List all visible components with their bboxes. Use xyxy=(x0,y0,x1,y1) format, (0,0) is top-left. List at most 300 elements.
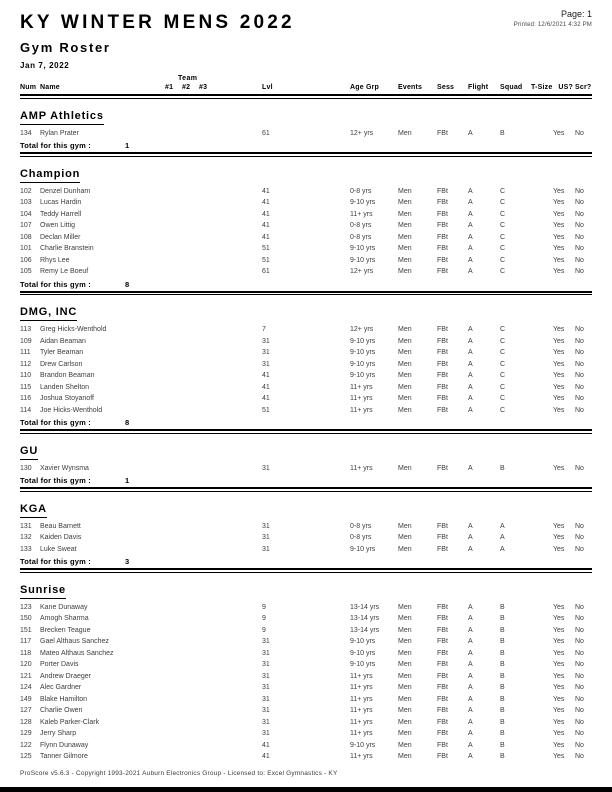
athlete-events: Men xyxy=(398,753,412,760)
athlete-squad: C xyxy=(500,337,506,345)
athlete-age-group: 11+ yrs xyxy=(350,464,373,472)
athlete-t-size xyxy=(531,370,553,382)
athlete-spacer xyxy=(216,382,262,394)
athlete-age-group: 9-10 yrs xyxy=(350,256,376,264)
athlete-spacer xyxy=(216,532,262,544)
athlete-session: FBt xyxy=(437,741,448,749)
athlete-t-size xyxy=(531,128,553,140)
athlete-spacer xyxy=(216,186,262,198)
athlete-team3 xyxy=(199,370,216,382)
athlete-age-group: 9-10 yrs xyxy=(350,545,376,553)
athlete-scratch-flag: No xyxy=(575,545,584,553)
athlete-spacer xyxy=(216,232,262,244)
athlete-us-flag: Yes xyxy=(553,718,565,726)
athlete-team2 xyxy=(182,682,199,694)
athlete-us-flag: Yes xyxy=(553,730,565,737)
athlete-num: 109 xyxy=(20,337,32,345)
athlete-spacer xyxy=(216,544,262,556)
gym-section xyxy=(20,582,592,763)
athlete-team2 xyxy=(182,232,199,244)
gym-total xyxy=(20,418,592,428)
athlete-flight: A xyxy=(468,395,473,402)
athlete-events: Men xyxy=(398,326,412,333)
athlete-squad: B xyxy=(500,649,505,657)
printed-timestamp: Printed: 12/6/2021 4:32 PM xyxy=(513,22,592,28)
gym-name: AMP Athletics xyxy=(20,109,104,125)
athlete-scratch-flag: No xyxy=(575,245,584,252)
athlete-row xyxy=(20,209,592,221)
athlete-name: Brecken Teague xyxy=(40,626,91,634)
athlete-age-group: 13-14 yrs xyxy=(350,626,380,634)
athlete-session: FBt xyxy=(437,395,448,402)
athlete-flight: A xyxy=(468,210,473,218)
athlete-age-group: 11+ yrs xyxy=(350,406,373,414)
athlete-flight: A xyxy=(468,695,473,703)
athlete-scratch-flag: No xyxy=(575,707,584,714)
athlete-scratch-flag: No xyxy=(575,638,584,645)
athlete-scratch-flag: No xyxy=(575,337,584,345)
athlete-name: Brandon Beaman xyxy=(40,372,95,379)
athlete-t-size xyxy=(531,266,553,278)
athlete-events: Men xyxy=(398,626,412,634)
athlete-team2 xyxy=(182,209,199,221)
page-number: Page: 1 xyxy=(560,9,592,19)
athlete-level: 31 xyxy=(262,730,270,737)
athlete-events: Men xyxy=(398,464,412,472)
gym-section xyxy=(20,166,592,296)
athlete-t-size xyxy=(531,232,553,244)
athlete-squad: B xyxy=(500,129,505,137)
athlete-name: Amogh Sharma xyxy=(40,615,89,622)
col-header-name: Name xyxy=(40,84,60,91)
athlete-spacer xyxy=(216,659,262,671)
athlete-row xyxy=(20,255,592,267)
athlete-level: 31 xyxy=(262,695,270,703)
athlete-squad: C xyxy=(500,187,506,195)
athlete-squad: C xyxy=(500,210,506,218)
athlete-team1 xyxy=(165,220,182,232)
athlete-team2 xyxy=(182,359,199,371)
gym-total-label: Total for this gym : xyxy=(20,418,91,427)
athlete-squad: C xyxy=(500,233,506,241)
athlete-num: 102 xyxy=(20,187,32,195)
athlete-scratch-flag: No xyxy=(575,360,584,368)
athlete-level: 51 xyxy=(262,245,270,252)
athlete-level: 31 xyxy=(262,707,270,714)
athlete-session: FBt xyxy=(437,545,448,553)
athlete-flight: A xyxy=(468,672,473,680)
athlete-team1 xyxy=(165,694,182,706)
athlete-events: Men xyxy=(398,603,412,611)
athlete-row xyxy=(20,521,592,533)
athlete-team3 xyxy=(199,671,216,683)
athlete-events: Men xyxy=(398,383,412,391)
athlete-team3 xyxy=(199,659,216,671)
athlete-num: 129 xyxy=(20,730,32,737)
section-divider xyxy=(20,568,592,573)
athlete-us-flag: Yes xyxy=(553,210,565,218)
athlete-flight: A xyxy=(468,268,473,275)
athlete-t-size xyxy=(531,648,553,660)
athlete-spacer xyxy=(216,717,262,729)
athlete-name: Andrew Draeger xyxy=(40,672,91,680)
athlete-squad: C xyxy=(500,268,506,275)
athlete-squad: C xyxy=(500,372,506,379)
athlete-name: Charlie Branstein xyxy=(40,245,94,252)
athlete-team1 xyxy=(165,393,182,405)
athlete-name: Luke Sweat xyxy=(40,545,77,553)
athlete-team2 xyxy=(182,740,199,752)
athlete-name: Kane Dunaway xyxy=(40,603,88,611)
athlete-level: 31 xyxy=(262,684,270,691)
athlete-name: Teddy Harrell xyxy=(40,210,82,218)
athlete-team1 xyxy=(165,717,182,729)
col-header-events: Events xyxy=(398,84,423,91)
athlete-flight: A xyxy=(468,661,473,668)
athlete-events: Men xyxy=(398,695,412,703)
athlete-team3 xyxy=(199,243,216,255)
athlete-row xyxy=(20,682,592,694)
athlete-num: 116 xyxy=(20,395,32,402)
col-header-age-grp: Age Grp xyxy=(350,84,380,91)
gym-rows xyxy=(20,602,592,763)
athlete-num: 121 xyxy=(20,672,32,680)
athlete-team1 xyxy=(165,671,182,683)
athlete-team2 xyxy=(182,128,199,140)
athlete-events: Men xyxy=(398,406,412,414)
athlete-flight: A xyxy=(468,406,473,414)
athlete-team2 xyxy=(182,255,199,267)
gym-rows xyxy=(20,324,592,416)
athlete-us-flag: Yes xyxy=(553,337,565,345)
athlete-squad: C xyxy=(500,256,506,264)
athlete-team3 xyxy=(199,751,216,763)
athlete-t-size xyxy=(531,532,553,544)
athlete-team1 xyxy=(165,625,182,637)
athlete-num: 105 xyxy=(20,268,32,275)
athlete-spacer xyxy=(216,243,262,255)
athlete-flight: A xyxy=(468,337,473,345)
athlete-t-size xyxy=(531,324,553,336)
athlete-session: FBt xyxy=(437,268,448,275)
athlete-spacer xyxy=(216,359,262,371)
gym-section xyxy=(20,108,592,157)
athlete-scratch-flag: No xyxy=(575,222,584,229)
athlete-team2 xyxy=(182,220,199,232)
athlete-flight: A xyxy=(468,522,473,530)
athlete-team2 xyxy=(182,324,199,336)
athlete-num: 149 xyxy=(20,695,32,703)
athlete-level: 31 xyxy=(262,661,270,668)
athlete-events: Men xyxy=(398,615,412,622)
athlete-flight: A xyxy=(468,245,473,252)
athlete-age-group: 13-14 yrs xyxy=(350,615,380,622)
athlete-team3 xyxy=(199,186,216,198)
athlete-level: 31 xyxy=(262,522,270,530)
athlete-level: 31 xyxy=(262,638,270,645)
athlete-age-group: 11+ yrs xyxy=(350,210,373,218)
athlete-spacer xyxy=(216,324,262,336)
athlete-num: 151 xyxy=(20,626,32,634)
athlete-team2 xyxy=(182,705,199,717)
athlete-session: FBt xyxy=(437,372,448,379)
athlete-squad: A xyxy=(500,522,505,530)
athlete-us-flag: Yes xyxy=(553,245,565,252)
athlete-us-flag: Yes xyxy=(553,603,565,611)
athlete-flight: A xyxy=(468,326,473,333)
athlete-name: Tyler Beaman xyxy=(40,349,84,356)
col-header-team2: #2 xyxy=(182,84,191,91)
athlete-num: 133 xyxy=(20,545,32,553)
athlete-spacer xyxy=(216,705,262,717)
athlete-flight: A xyxy=(468,615,473,622)
athlete-events: Men xyxy=(398,360,412,368)
athlete-spacer xyxy=(216,220,262,232)
athlete-spacer xyxy=(216,682,262,694)
athlete-t-size xyxy=(531,659,553,671)
athlete-events: Men xyxy=(398,649,412,657)
athlete-scratch-flag: No xyxy=(575,534,584,541)
athlete-team2 xyxy=(182,186,199,198)
athlete-num: 132 xyxy=(20,534,32,541)
athlete-team2 xyxy=(182,463,199,475)
athlete-row xyxy=(20,128,592,140)
athlete-team1 xyxy=(165,359,182,371)
athlete-session: FBt xyxy=(437,534,448,541)
athlete-scratch-flag: No xyxy=(575,129,584,137)
athlete-session: FBt xyxy=(437,383,448,391)
athlete-name: Flynn Dunaway xyxy=(40,741,89,749)
athlete-num: 110 xyxy=(20,372,32,379)
athlete-team3 xyxy=(199,266,216,278)
athlete-events: Men xyxy=(398,718,412,726)
athlete-us-flag: Yes xyxy=(553,383,565,391)
athlete-flight: A xyxy=(468,545,473,553)
athlete-t-size xyxy=(531,625,553,637)
athlete-t-size xyxy=(531,186,553,198)
athlete-events: Men xyxy=(398,534,412,541)
athlete-squad: B xyxy=(500,695,505,703)
athlete-name: Owen Littig xyxy=(40,222,76,229)
athlete-spacer xyxy=(216,636,262,648)
athlete-team1 xyxy=(165,463,182,475)
gym-total xyxy=(20,280,592,290)
athlete-flight: A xyxy=(468,233,473,241)
athlete-flight: A xyxy=(468,199,473,206)
athlete-events: Men xyxy=(398,372,412,379)
athlete-age-group: 11+ yrs xyxy=(350,695,373,703)
athlete-t-size xyxy=(531,393,553,405)
athlete-num: 107 xyxy=(20,222,32,229)
athlete-row xyxy=(20,705,592,717)
athlete-session: FBt xyxy=(437,603,448,611)
athlete-team2 xyxy=(182,751,199,763)
athlete-flight: A xyxy=(468,372,473,379)
athlete-age-group: 11+ yrs xyxy=(350,672,373,680)
athlete-name: Mateo Althaus Sanchez xyxy=(40,649,114,657)
athlete-scratch-flag: No xyxy=(575,464,584,472)
athlete-row xyxy=(20,544,592,556)
athlete-flight: A xyxy=(468,222,473,229)
athlete-name: Blake Hamilton xyxy=(40,695,88,703)
athlete-session: FBt xyxy=(437,406,448,414)
athlete-num: 128 xyxy=(20,718,32,726)
athlete-session: FBt xyxy=(437,672,448,680)
athlete-scratch-flag: No xyxy=(575,349,584,356)
athlete-num: 114 xyxy=(20,406,32,414)
athlete-row xyxy=(20,324,592,336)
athlete-events: Men xyxy=(398,187,412,195)
athlete-spacer xyxy=(216,266,262,278)
athlete-team2 xyxy=(182,717,199,729)
col-header-squad: Squad xyxy=(500,84,523,91)
athlete-age-group: 11+ yrs xyxy=(350,718,373,726)
athlete-team1 xyxy=(165,405,182,417)
athlete-squad: B xyxy=(500,730,505,737)
athlete-session: FBt xyxy=(437,187,448,195)
athlete-age-group: 9-10 yrs xyxy=(350,649,376,657)
athlete-us-flag: Yes xyxy=(553,199,565,206)
athlete-t-size xyxy=(531,740,553,752)
athlete-age-group: 11+ yrs xyxy=(350,753,373,760)
gym-rows xyxy=(20,463,592,475)
athlete-team3 xyxy=(199,209,216,221)
athlete-squad: B xyxy=(500,638,505,645)
athlete-team2 xyxy=(182,532,199,544)
athlete-us-flag: Yes xyxy=(553,233,565,241)
athlete-events: Men xyxy=(398,349,412,356)
athlete-team1 xyxy=(165,521,182,533)
col-header-team1: #1 xyxy=(165,84,174,91)
athlete-us-flag: Yes xyxy=(553,684,565,691)
athlete-session: FBt xyxy=(437,233,448,241)
athlete-name: Joe Hicks-Wenthold xyxy=(40,406,103,414)
athlete-age-group: 11+ yrs xyxy=(350,383,373,391)
page-bottom-edge xyxy=(0,787,612,792)
athlete-scratch-flag: No xyxy=(575,268,584,275)
athlete-spacer xyxy=(216,648,262,660)
athlete-flight: A xyxy=(468,638,473,645)
athlete-scratch-flag: No xyxy=(575,718,584,726)
athlete-spacer xyxy=(216,128,262,140)
athlete-age-group: 12+ yrs xyxy=(350,268,374,275)
athlete-team3 xyxy=(199,682,216,694)
athlete-team3 xyxy=(199,232,216,244)
athlete-level: 61 xyxy=(262,268,270,275)
athlete-num: 117 xyxy=(20,638,32,645)
athlete-spacer xyxy=(216,625,262,637)
athlete-scratch-flag: No xyxy=(575,395,584,402)
athlete-team3 xyxy=(199,405,216,417)
athlete-age-group: 0-8 yrs xyxy=(350,534,372,541)
athlete-num: 131 xyxy=(20,522,32,530)
athlete-team1 xyxy=(165,532,182,544)
col-header-flight: Flight xyxy=(468,84,489,91)
col-header-scr: Scr? xyxy=(575,84,592,91)
athlete-scratch-flag: No xyxy=(575,684,584,691)
athlete-flight: A xyxy=(468,649,473,657)
athlete-age-group: 9-10 yrs xyxy=(350,661,376,668)
athlete-squad: C xyxy=(500,349,506,356)
athlete-team1 xyxy=(165,243,182,255)
athlete-age-group: 0-8 yrs xyxy=(350,187,372,195)
gym-name: Sunrise xyxy=(20,583,66,599)
athlete-team3 xyxy=(199,728,216,740)
athlete-session: FBt xyxy=(437,210,448,218)
athlete-scratch-flag: No xyxy=(575,603,584,611)
athlete-row xyxy=(20,636,592,648)
athlete-level: 31 xyxy=(262,672,270,680)
athlete-name: Remy Le Boeuf xyxy=(40,268,89,275)
athlete-squad: A xyxy=(500,545,505,553)
athlete-scratch-flag: No xyxy=(575,256,584,264)
athlete-num: 111 xyxy=(20,349,31,356)
athlete-session: FBt xyxy=(437,753,448,760)
column-header-row xyxy=(20,84,592,92)
athlete-session: FBt xyxy=(437,337,448,345)
athlete-level: 41 xyxy=(262,741,270,749)
athlete-us-flag: Yes xyxy=(553,741,565,749)
athlete-us-flag: Yes xyxy=(553,672,565,680)
athlete-scratch-flag: No xyxy=(575,615,584,622)
athlete-team2 xyxy=(182,636,199,648)
athlete-squad: C xyxy=(500,360,506,368)
athlete-row xyxy=(20,336,592,348)
athlete-name: Jerry Sharp xyxy=(40,730,77,737)
athlete-level: 31 xyxy=(262,718,270,726)
gym-rows xyxy=(20,521,592,556)
athlete-row xyxy=(20,728,592,740)
athlete-us-flag: Yes xyxy=(553,695,565,703)
athlete-scratch-flag: No xyxy=(575,372,584,379)
athlete-level: 51 xyxy=(262,406,270,414)
athlete-scratch-flag: No xyxy=(575,326,584,333)
athlete-team2 xyxy=(182,370,199,382)
athlete-name: Lucas Hardin xyxy=(40,199,82,206)
athlete-team2 xyxy=(182,347,199,359)
athlete-level: 9 xyxy=(262,615,266,622)
athlete-t-size xyxy=(531,405,553,417)
athlete-row xyxy=(20,197,592,209)
athlete-squad: B xyxy=(500,753,505,760)
athlete-num: 101 xyxy=(20,245,32,252)
athlete-row xyxy=(20,186,592,198)
athlete-us-flag: Yes xyxy=(553,268,565,275)
col-header-t-size: T-Size xyxy=(531,84,553,91)
athlete-session: FBt xyxy=(437,129,448,137)
athlete-events: Men xyxy=(398,233,412,241)
athlete-level: 31 xyxy=(262,464,270,472)
athlete-num: 115 xyxy=(20,383,32,391)
athlete-events: Men xyxy=(398,222,412,229)
athlete-level: 41 xyxy=(262,383,270,391)
athlete-team3 xyxy=(199,544,216,556)
athlete-team1 xyxy=(165,382,182,394)
athlete-row xyxy=(20,232,592,244)
athlete-us-flag: Yes xyxy=(553,464,565,472)
athlete-flight: A xyxy=(468,129,473,137)
athlete-team3 xyxy=(199,648,216,660)
athlete-team1 xyxy=(165,197,182,209)
athlete-t-size xyxy=(531,197,553,209)
athlete-team3 xyxy=(199,255,216,267)
athlete-row xyxy=(20,648,592,660)
athlete-num: 108 xyxy=(20,233,32,241)
athlete-events: Men xyxy=(398,638,412,645)
athlete-session: FBt xyxy=(437,199,448,206)
col-header-us: US? xyxy=(558,84,573,91)
athlete-flight: A xyxy=(468,626,473,634)
